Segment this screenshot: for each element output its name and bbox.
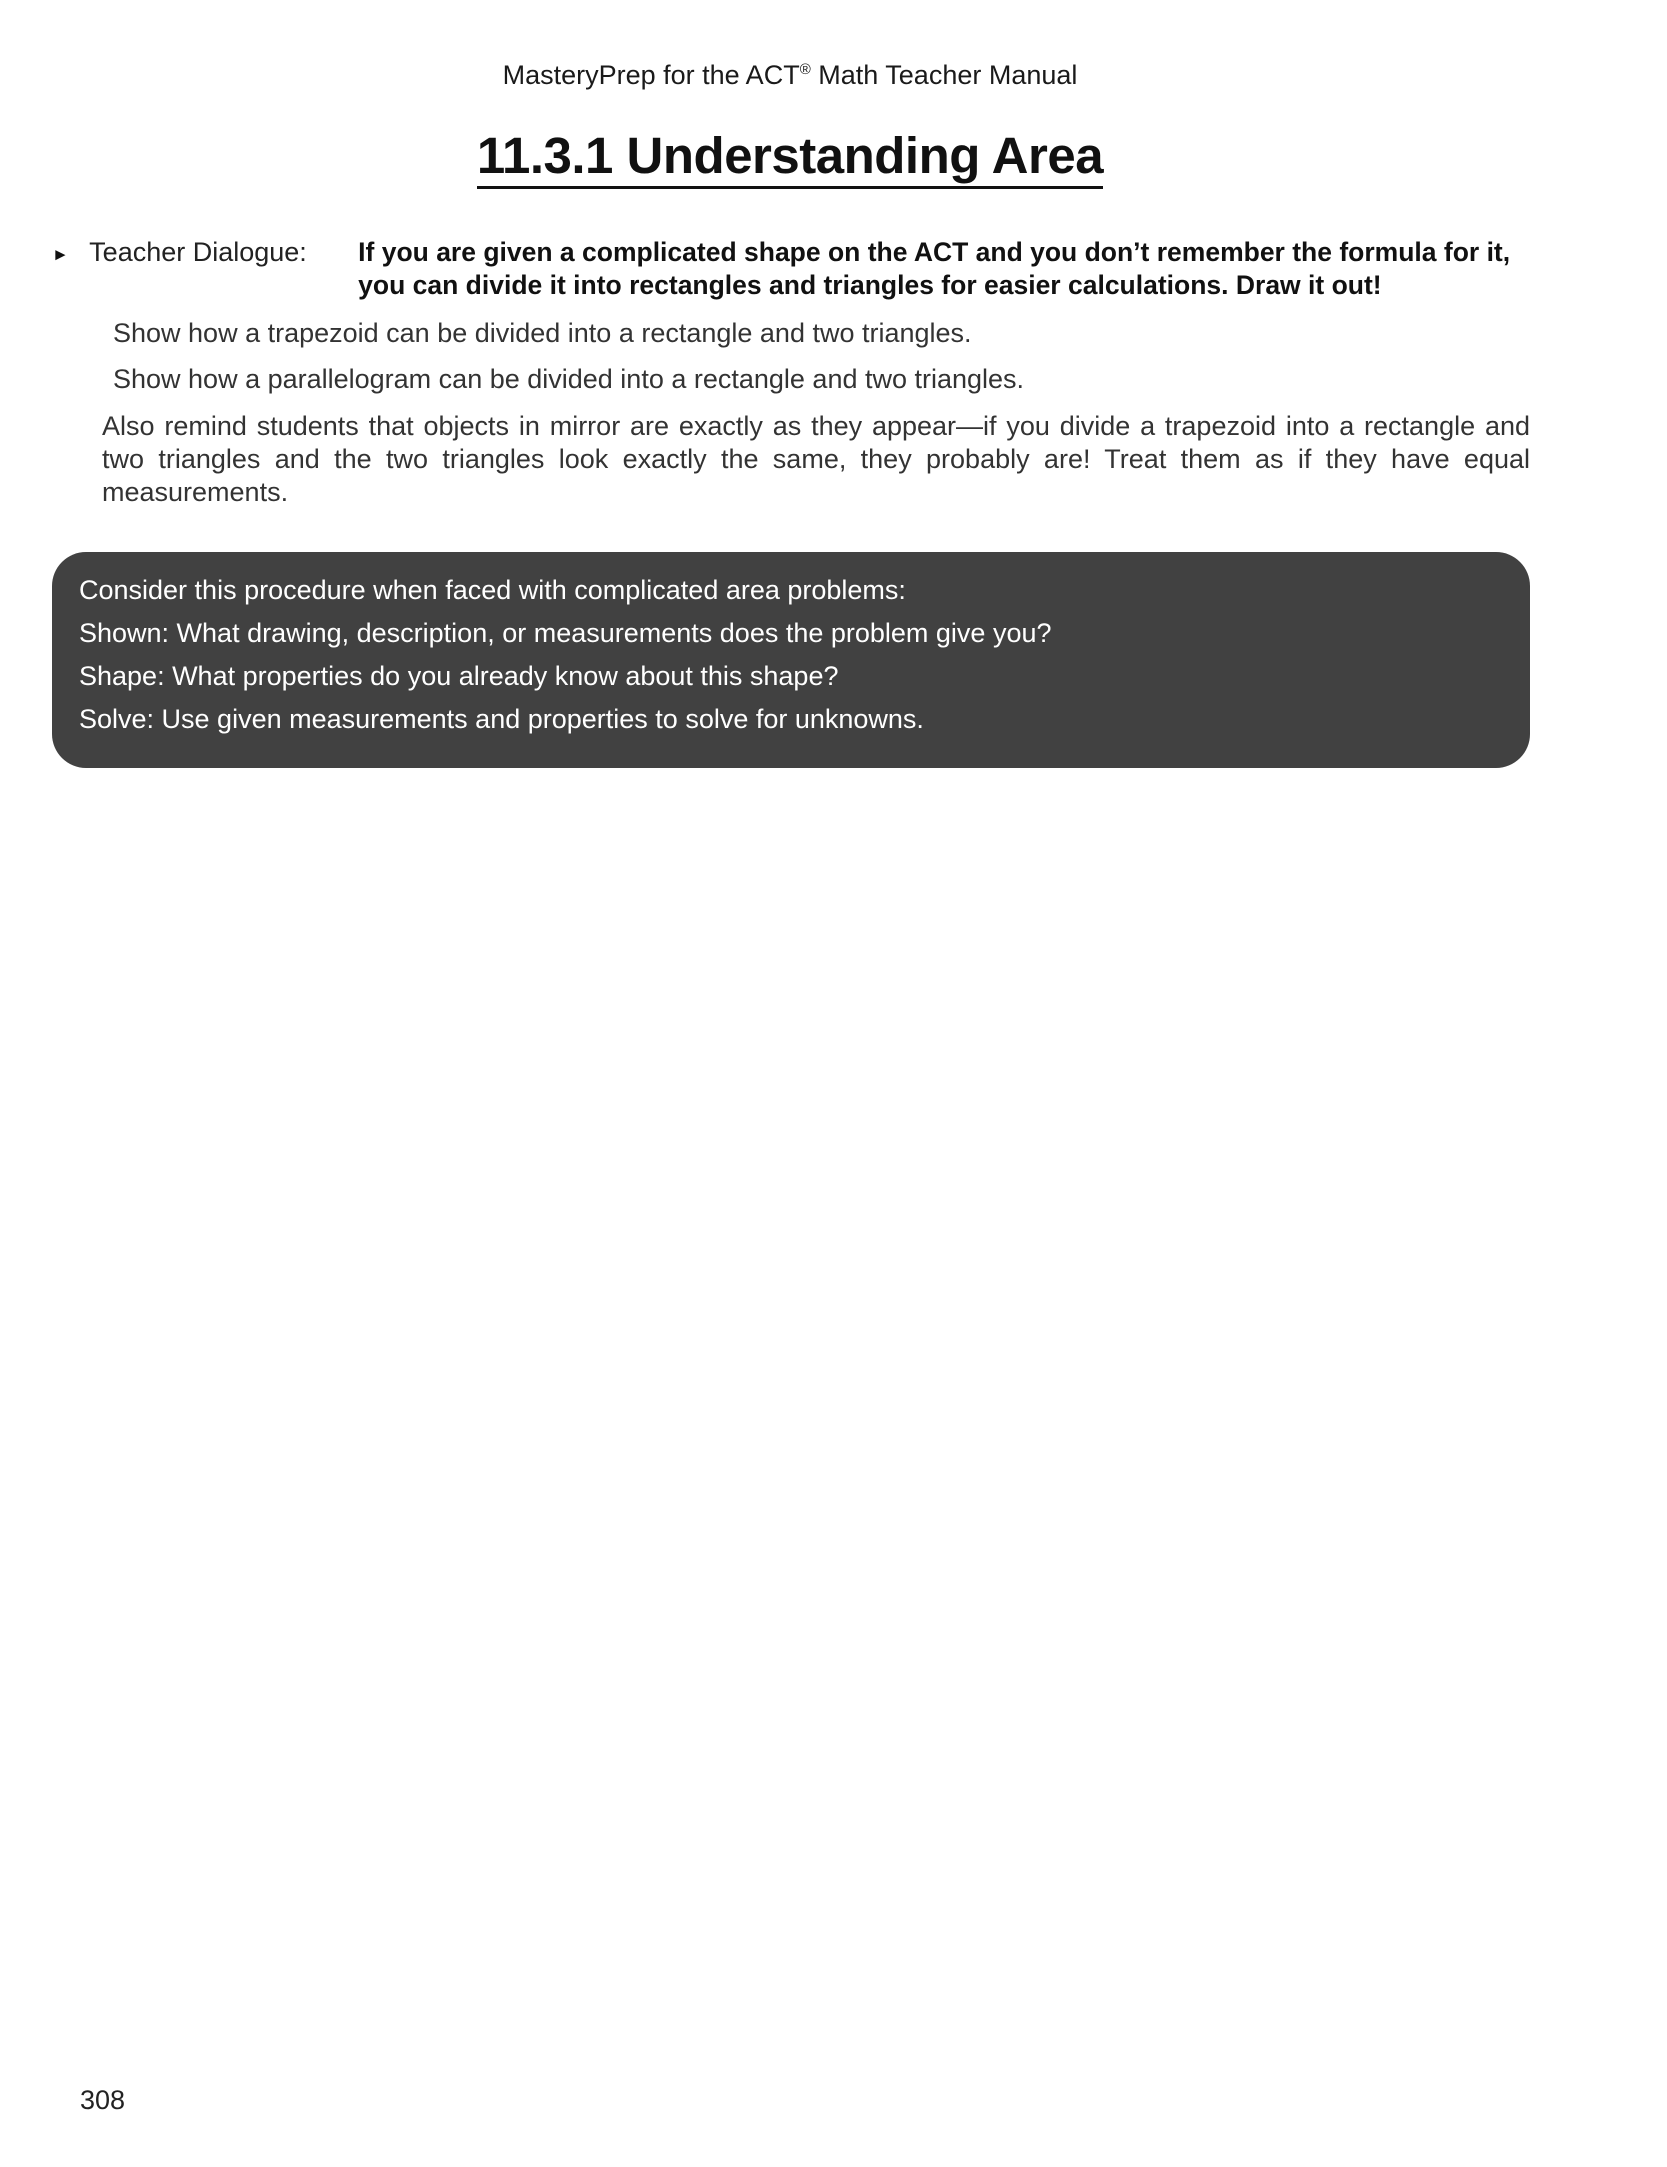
dialogue-label: Teacher Dialogue: [89,237,307,267]
reminder-paragraph: Also remind students that objects in mirror are exactly as they appear—if you divide a trapezoid into a rectangle and two triangles and the two triangles look exactly the same, they probably are! Treat them as if they have equal measurements. [102,411,1530,507]
instruction-parallelogram: Show how a parallelogram can be divided into a rectangle and two triangles. [113,364,1025,394]
triangle-bullet-icon: ► [52,245,69,264]
section-title-container [0,128,1580,189]
dialogue-text: If you are given a complicated shape on the ACT and you don’t remember the formula for it, you can divide it into rectangles and triangles for easier calculations. Draw it out! [358,237,1511,300]
teacher-dialogue [52,236,1532,302]
header-text-suffix: Math Teacher Manual [810,60,1078,90]
page-number: 308 [80,2085,126,2115]
header-text: MasteryPrep for the ACT [502,60,800,90]
procedure-step-shape: Shape: What properties do you already know about this shape? [79,661,839,691]
procedure-callout-box [52,552,1530,768]
running-header [0,60,1580,91]
section-title: 11.3.1 Understanding Area [477,128,1103,189]
instruction-trapezoid: Show how a trapezoid can be divided into a rectangle and two triangles. [113,318,972,348]
registered-mark: ® [799,61,811,78]
procedure-intro: Consider this procedure when faced with complicated area problems: [79,575,906,605]
procedure-step-shown: Shown: What drawing, description, or measurements does the problem give you? [79,618,1052,648]
procedure-step-solve: Solve: Use given measurements and properties to solve for unknowns. [79,704,924,734]
